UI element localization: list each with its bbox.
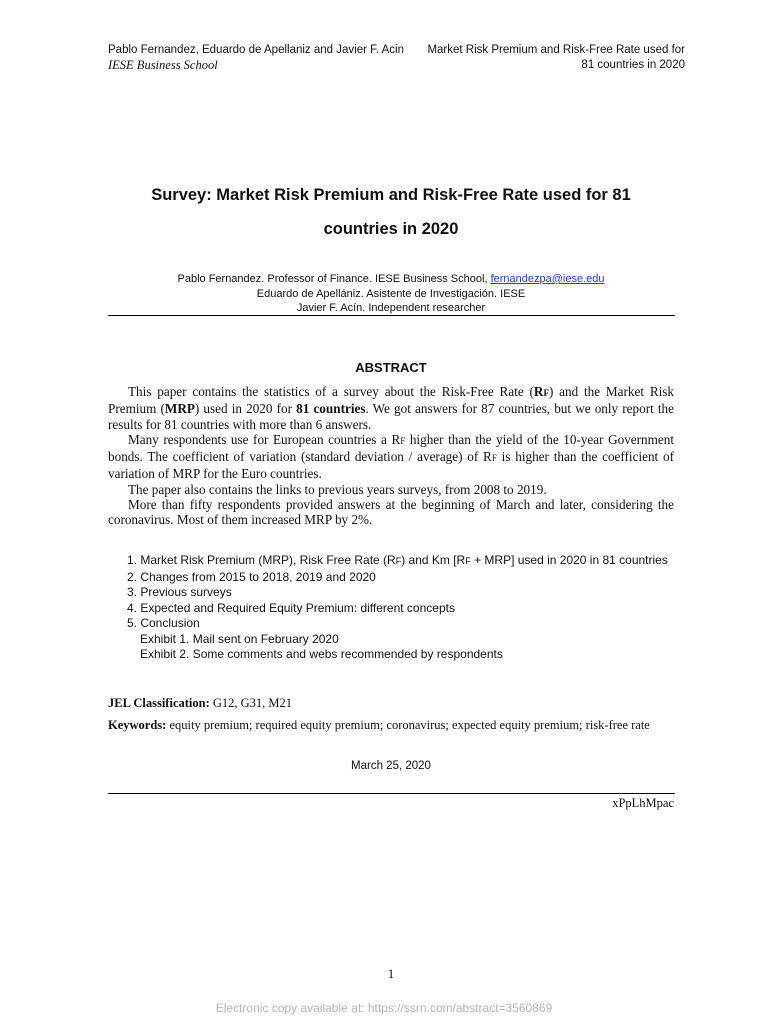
toc-item-4: 4. Expected and Required Equity Premium: different concepts (127, 600, 455, 615)
toc-item-1: 1. Market Risk Premium (MRP), Risk Free Rate (RF) and Km [RF + MRP] used in 2020 in 81 countries (127, 553, 668, 567)
header-school: IESE Business School (108, 57, 218, 72)
table-of-contents (127, 553, 668, 663)
jel-label: JEL Classification: (108, 696, 210, 710)
title-line2: countries in 2020 (323, 220, 459, 238)
running-header-right (427, 43, 685, 72)
keywords (108, 718, 650, 733)
abstract-heading: ABSTRACT (355, 360, 427, 375)
ssrn-footer: Electronic copy available at: https://ssrn.com/abstract=3560869 (215, 1001, 553, 1015)
title-line1: Survey: Market Risk Premium and Risk-Free Rate used for 81 (151, 186, 631, 204)
author-3: Javier F. Acín. Independent researcher (296, 302, 486, 314)
jel-value: G12, G31, M21 (209, 696, 293, 710)
abstract-paragraph-1: This paper contains the statistics of a survey about the Risk-Free Rate (RF) and the Market Risk Premium (MRP) used in 2020 for 81 countries. We got answers for 87 countries, but we only report the results for 81 countries with more than 6 answers. (108, 384, 675, 432)
page-number: 1 (387, 966, 395, 981)
keywords-value: equity premium; required equity premium; coronavirus; expected equity premium; risk-free rate (166, 718, 650, 732)
running-header-left (108, 43, 404, 72)
author-block (108, 272, 674, 316)
keywords-label: Keywords: (108, 718, 167, 732)
document-code: xPpLhMpac (612, 796, 674, 810)
jel-classification (108, 696, 292, 711)
abstract-paragraph-3: The paper also contains the links to previous years surveys, from 2008 to 2019. (128, 481, 547, 497)
paper-title (108, 178, 674, 246)
divider-top (108, 315, 675, 316)
abstract-paragraph-2: Many respondents use for European countries a RF higher than the yield of the 10-year Government bonds. The coefficient of variation (standard deviation / average) of RF is higher than the coefficient of variation of MRP for the Euro countries. (108, 431, 674, 482)
author-email-link[interactable]: fernandezpa@iese.edu (490, 273, 605, 285)
divider-bottom (108, 793, 675, 794)
author-1-affiliation: Pablo Fernandez. Professor of Finance. IESE Business School, (177, 273, 491, 285)
toc-item-2: 2. Changes from 2015 to 2018, 2019 and 2020 (127, 569, 376, 584)
header-authors: Pablo Fernandez, Eduardo de Apellaniz and Javier F. Acin (108, 44, 404, 56)
header-running-title-line1: Market Risk Premium and Risk-Free Rate used for (427, 44, 685, 56)
paper-date: March 25, 2020 (351, 760, 431, 772)
toc-exhibit-1: Exhibit 1. Mail sent on February 2020 (140, 631, 339, 646)
abstract-body (108, 384, 674, 528)
abstract-paragraph-4: More than fifty respondents provided answers at the beginning of March and later, considering the coronavirus. Most of them increased MRP by 2%. (108, 497, 674, 528)
toc-item-3: 3. Previous surveys (127, 585, 232, 599)
toc-exhibit-2: Exhibit 2. Some comments and webs recommended by respondents (140, 647, 503, 661)
author-2: Eduardo de Apellániz. Asistente de Investigación. IESE (256, 287, 526, 300)
header-running-title-line2: 81 countries in 2020 (581, 58, 685, 71)
toc-item-5: 5. Conclusion (127, 616, 200, 630)
author-1 (108, 272, 674, 287)
